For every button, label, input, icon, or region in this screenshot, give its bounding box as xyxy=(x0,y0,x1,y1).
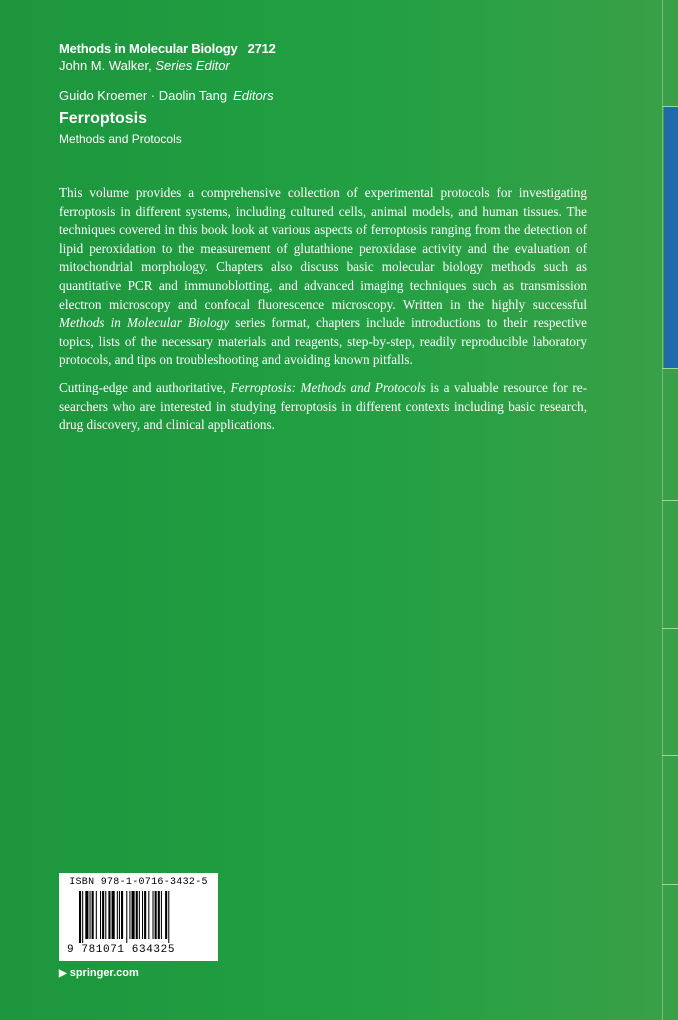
triangle-right-icon: ▶ xyxy=(59,968,67,979)
edge-tick xyxy=(662,755,678,756)
barcode-bar xyxy=(144,891,146,939)
barcode-bar xyxy=(136,891,138,939)
editors-role: Editors xyxy=(233,88,274,103)
blurb-paragraph-2 xyxy=(59,379,587,435)
barcode-bar xyxy=(96,891,97,939)
isbn-number: ISBN 978-1-0716-3432-5 xyxy=(69,877,208,888)
book-subtitle: Methods and Protocols xyxy=(59,132,182,146)
series-number: 2712 xyxy=(247,41,276,56)
barcode-bar xyxy=(126,891,127,943)
barcode-bar xyxy=(161,891,162,939)
blurb-text: This volume provides a comprehensive collection of experimental protocols for investigating ferroptosis in different systems, including cultured cells, animal models, and human tissues. The techniques covered in this book look at various aspects of ferroptosis ranging from the detection of lipid peroxidation to the measurement of glutathione peroxidase activity and the evaluation of mitochondrial morphology. Chapters also discuss basic molecular biology methods such as quantitative PCR and immunoblotting, and advanced imaging techniques such as transmission electron microscopy and confocal fluorescence microscopy. Written in the highly successful xyxy=(59,185,587,312)
series-line xyxy=(59,41,619,57)
barcode-bar xyxy=(168,891,169,943)
barcode-bar xyxy=(90,891,91,939)
book-title: Ferroptosis xyxy=(59,110,148,127)
book-title-italic: Ferroptosis: Methods and Protocols xyxy=(230,379,426,395)
editors-line xyxy=(59,88,619,104)
blurb-text: is a valuable resource for re-searchers who are interested in studying ferroptosis in different contexts including basic research, drug discovery, and clinical applications. xyxy=(59,379,588,433)
barcode-bar xyxy=(148,891,149,939)
barcode-bar xyxy=(142,891,143,939)
series-name-italic: Methods in Molecular Biology xyxy=(59,315,230,331)
barcode-bar xyxy=(119,891,120,939)
back-cover-blurb xyxy=(59,184,587,435)
edge-tick xyxy=(662,106,678,107)
publisher-website[interactable] xyxy=(59,966,139,981)
barcode-bar xyxy=(102,891,104,939)
barcode-bar xyxy=(158,891,160,939)
barcode-bar xyxy=(129,891,130,939)
blurb-paragraph-1 xyxy=(59,184,587,370)
series-color-tab xyxy=(664,106,678,368)
editors-names: Guido Kroemer · Daolin Tang xyxy=(59,88,228,103)
edge-tick xyxy=(662,500,678,501)
barcode-bars xyxy=(79,891,199,943)
barcode-bar xyxy=(100,891,101,939)
spine-edge-line xyxy=(662,0,663,1020)
isbn-barcode xyxy=(59,873,218,961)
barcode-bar xyxy=(92,891,94,939)
series-name: Methods in Molecular Biology xyxy=(59,41,238,56)
barcode-bar xyxy=(85,891,88,939)
barcode-bar xyxy=(139,891,140,939)
series-editor-line xyxy=(59,58,619,74)
series-editor-role: Series Editor xyxy=(155,58,230,73)
barcode-bar xyxy=(117,891,118,939)
series-editor-name: John M. Walker, xyxy=(59,58,152,73)
blurb-text: series format, chapters include introductions to their respective topics, lists of the necessary materials and reagents, step-by-step, readily reproducible laboratory protocols, and tips on troubleshooting and avoiding known pitfalls. xyxy=(59,315,588,368)
edge-tick xyxy=(662,628,678,629)
barcode-bar xyxy=(165,891,167,939)
barcode-bar xyxy=(132,891,135,939)
cover-header xyxy=(59,41,619,147)
barcode-bar xyxy=(155,891,157,939)
blurb-text: Cutting-edge and authoritative, xyxy=(59,379,231,395)
website-link[interactable]: springer.com xyxy=(69,967,139,979)
barcode-bar xyxy=(108,891,110,939)
barcode-bar xyxy=(121,891,123,939)
barcode-digits: 9 781071 634325 xyxy=(67,944,176,956)
edge-tick xyxy=(662,368,678,369)
barcode-bar xyxy=(79,891,81,943)
barcode-bar xyxy=(82,891,83,943)
edge-tick xyxy=(662,884,678,885)
barcode-bar xyxy=(153,891,154,939)
barcode-bar xyxy=(105,891,106,939)
barcode-bar xyxy=(112,891,115,939)
